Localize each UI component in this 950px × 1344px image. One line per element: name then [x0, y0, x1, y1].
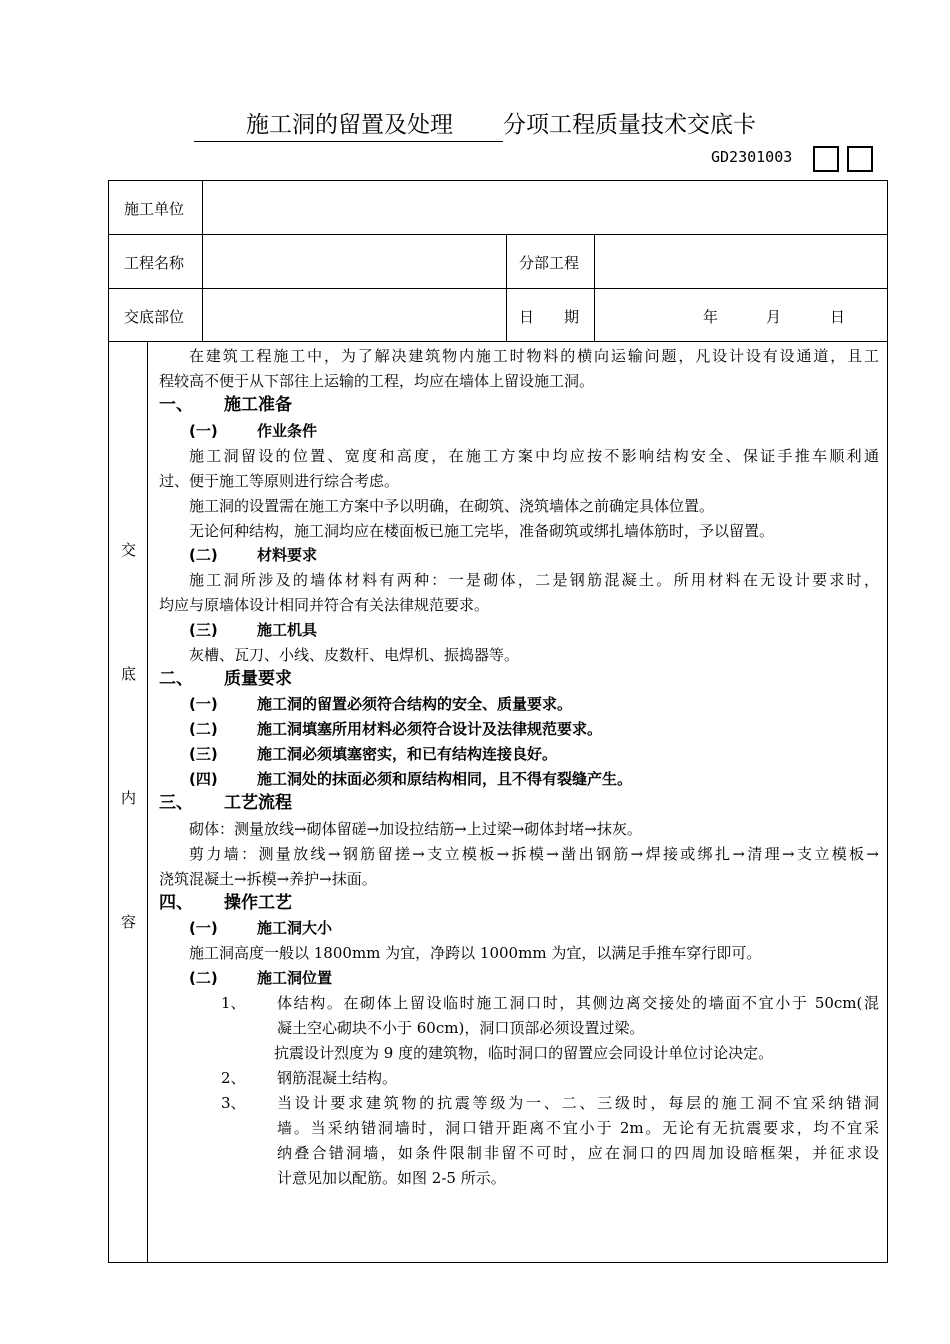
item-line: 体结构。在砌体上留设临时施工洞口时，其侧边离交接处的墙面不宜小于 50cm(混 — [277, 994, 879, 1012]
subsection-number: (二) — [189, 969, 218, 987]
subsection-number: (一) — [189, 919, 218, 937]
subsection-number: (三) — [189, 621, 218, 639]
item-number: 2、 — [221, 1069, 246, 1087]
item-number: 1、 — [221, 994, 246, 1012]
paragraph-line: 施工洞的设置需在施工方案中予以明确，在砌筑、浇筑墙体之前确定具体位置。 — [189, 497, 715, 515]
paragraph-line: 过、便于施工等原则进行综合考虑。 — [159, 472, 400, 490]
date-year: 年 — [703, 308, 719, 326]
intro-line: 在建筑工程施工中，为了解决建筑物内施工时物料的横向运输问题，凡设计设有设通道，且工 — [189, 347, 879, 365]
requirement-text: 施工洞的留置必须符合结构的安全、质量要求。 — [257, 695, 573, 713]
location-field[interactable] — [203, 289, 505, 340]
side-char: 容 — [121, 913, 137, 931]
process-line: 剪力墙：测量放线→钢筋留搓→支立模板→拆模→凿出钢筋→焊接或绑扎→清理→支立模板→ — [189, 845, 879, 863]
requirement-number: (三) — [189, 745, 218, 763]
item-line: 计意见加以配筋。如图 2-5 所示。 — [277, 1169, 506, 1187]
title-subject: 施工洞的留置及处理 — [194, 106, 503, 142]
item-line: 钢筋混凝土结构。 — [277, 1069, 398, 1087]
subsection-heading: 施工洞大小 — [257, 919, 333, 937]
process-line: 浇筑混凝土→拆模→养护→抹面。 — [159, 870, 377, 888]
item-line: 墙。当采纳错洞墙时，洞口错开距离不宜小于 2m。无论有无抗震要求，均不宜采 — [277, 1119, 879, 1137]
date-month: 月 — [766, 308, 782, 326]
subsection-heading: 施工机具 — [257, 621, 318, 639]
section-heading: 质量要求 — [224, 669, 292, 689]
item-line: 纳叠合错洞墙，如条件限制非留不可时，应在洞口的四周加设暗框架，并征求设 — [277, 1144, 879, 1162]
paragraph-line: 均应与原墙体设计相同并符合有关法律规范要求。 — [159, 596, 490, 614]
subsection-heading: 作业条件 — [257, 422, 318, 440]
side-char: 底 — [121, 665, 137, 683]
code-checkbox-1[interactable] — [813, 146, 839, 172]
requirement-number: (二) — [189, 720, 218, 738]
subsection-number: (二) — [189, 546, 218, 564]
paragraph-line: 施工洞留设的位置、宽度和高度，在施工方案中均应按不影响结构安全、保证手推车顺利通 — [189, 447, 879, 465]
item-line: 抗震设计烈度为 9 度的建筑物，临时洞口的留置应会同设计单位讨论决定。 — [274, 1044, 774, 1062]
item-number: 3、 — [221, 1094, 246, 1112]
side-char: 交 — [121, 541, 137, 559]
subproject-label: 分部工程 — [519, 254, 580, 272]
section-number: 一、 — [159, 395, 193, 415]
form-code: GD2301003 — [711, 148, 793, 166]
section-number: 三、 — [159, 793, 193, 813]
requirement-text: 施工洞填塞所用材料必须符合设计及法律规范要求。 — [257, 720, 603, 738]
requirement-number: (四) — [189, 770, 218, 788]
paragraph-line: 灰槽、瓦刀、小线、皮数杆、电焊机、振捣器等。 — [189, 646, 520, 664]
section-heading: 施工准备 — [224, 395, 292, 415]
section-number: 四、 — [159, 893, 193, 913]
item-line: 凝土空心砌块不小于 60cm)，洞口顶部必须设置过梁。 — [277, 1019, 645, 1037]
paragraph-line: 施工洞高度一般以 1800mm 为宜，净跨以 1000mm 为宜，以满足手推车穿行即可。 — [189, 944, 762, 962]
subproject-field[interactable] — [595, 235, 887, 287]
disclosure-table — [108, 180, 888, 1263]
subsection-number: (一) — [189, 422, 218, 440]
location-label: 交底部位 — [124, 308, 185, 326]
side-char: 内 — [121, 789, 137, 807]
requirement-number: (一) — [189, 695, 218, 713]
section-heading: 工艺流程 — [224, 793, 292, 813]
title-rest: 分项工程质量技术交底卡 — [503, 112, 756, 138]
requirement-text: 施工洞必须填塞密实，和已有结构连接良好。 — [257, 745, 558, 763]
document-title — [0, 106, 950, 142]
section-heading: 操作工艺 — [224, 893, 292, 913]
code-checkbox-2[interactable] — [847, 146, 873, 172]
subsection-heading: 施工洞位置 — [257, 969, 333, 987]
process-line: 砌体：测量放线→砌体留磋→加设拉结筋→上过梁→砌体封堵→抹灰。 — [189, 820, 642, 838]
paragraph-line: 无论何种结构，施工洞均应在楼面板已施工完毕，准备砌筑或绑扎墙体筋时，予以留置。 — [189, 522, 775, 540]
date-label: 日 期 — [519, 308, 580, 326]
item-line: 当设计要求建筑物的抗震等级为一、二、三级时，每层的施工洞不宜采纳错洞 — [277, 1094, 879, 1112]
paragraph-line: 施工洞所涉及的墙体材料有两种：一是砌体，二是钢筋混凝土。所用材料在无设计要求时， — [189, 571, 879, 589]
row-divider — [109, 341, 887, 342]
section-number: 二、 — [159, 669, 193, 689]
col-divider — [506, 234, 507, 341]
unit-label: 施工单位 — [124, 200, 185, 218]
col-divider — [147, 341, 148, 1263]
date-day: 日 — [830, 308, 846, 326]
project-field[interactable] — [203, 235, 505, 287]
intro-line: 程较高不便于从下部往上运输的工程，均应在墙体上留设施工洞。 — [159, 372, 595, 390]
project-label: 工程名称 — [124, 254, 185, 272]
requirement-text: 施工洞处的抹面必须和原结构相同，且不得有裂缝产生。 — [257, 770, 633, 788]
unit-field[interactable] — [203, 182, 887, 233]
subsection-heading: 材料要求 — [257, 546, 318, 564]
